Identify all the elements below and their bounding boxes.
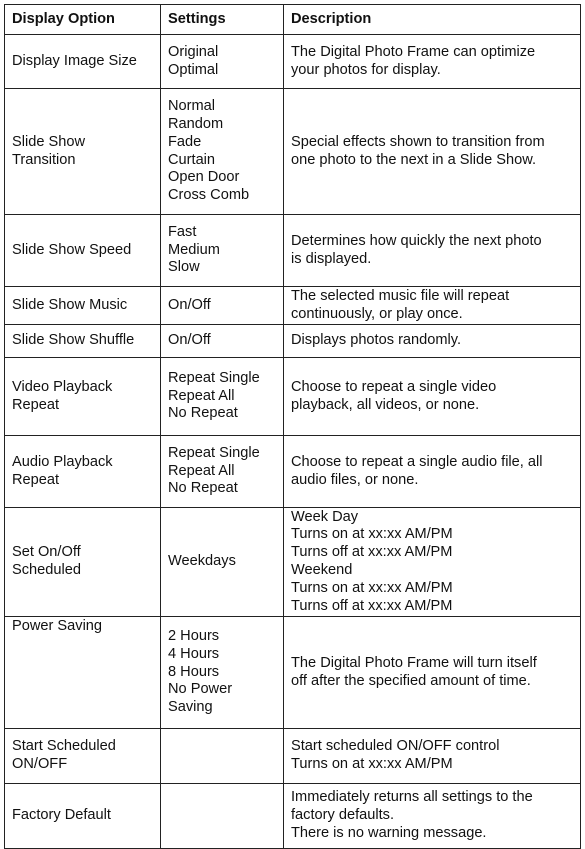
settings-values: On/Off xyxy=(168,332,211,349)
table-row xyxy=(5,287,581,325)
settings-values: Original Optimal xyxy=(168,43,219,78)
display-options-table xyxy=(4,4,581,849)
description-text: Start scheduled ON/OFF control Turns on at xx:xx AM/PM xyxy=(291,738,500,772)
option-label: Start Scheduled ON/OFF xyxy=(12,738,116,772)
description-text: Special effects shown to transition from one photo to the next in a Slide Show. xyxy=(291,133,545,168)
option-label: Audio Playback Repeat xyxy=(12,453,113,488)
description-text: Choose to repeat a single audio file, all audio files, or none. xyxy=(291,453,543,488)
description-text: Determines how quickly the next photo is displayed. xyxy=(291,232,542,267)
option-label: Display Image Size xyxy=(12,52,137,69)
description-cell xyxy=(284,617,581,729)
settings-values: Repeat Single Repeat All No Repeat xyxy=(168,369,260,422)
table-row xyxy=(5,358,581,436)
settings-values: On/Off xyxy=(168,296,211,313)
description-cell xyxy=(284,436,581,508)
option-cell xyxy=(5,729,161,784)
option-label: Set On/Off Scheduled xyxy=(12,544,81,578)
table-row xyxy=(5,617,581,729)
option-cell xyxy=(5,358,161,436)
table-row xyxy=(5,508,581,617)
option-label: Power Saving xyxy=(12,618,103,634)
description-text: The Digital Photo Frame will turn itself off after the specified amount of time. xyxy=(291,654,537,689)
table-body xyxy=(5,35,581,849)
description-text: Immediately returns all settings to the factory defaults. There is no warning message. xyxy=(291,789,533,841)
settings-values: Normal Random Fade Curtain Open Door Cross Comb xyxy=(168,98,250,204)
option-cell xyxy=(5,508,161,617)
option-label: Slide Show Shuffle xyxy=(12,332,135,349)
settings-cell xyxy=(161,89,284,215)
settings-cell xyxy=(161,617,284,729)
table-row xyxy=(5,215,581,287)
header-description: Description xyxy=(284,5,581,35)
table-row xyxy=(5,35,581,89)
description-text: The Digital Photo Frame can optimize your photos for display. xyxy=(291,43,536,78)
settings-values: 2 Hours 4 Hours 8 Hours No Power Saving xyxy=(168,628,233,716)
description-text: The selected music file will repeat continuously, or play once. xyxy=(291,287,510,322)
settings-cell xyxy=(161,287,284,325)
header-settings: Settings xyxy=(161,5,284,35)
description-cell xyxy=(284,35,581,89)
option-cell xyxy=(5,784,161,849)
option-cell xyxy=(5,287,161,325)
option-label: Slide Show Music xyxy=(12,296,128,313)
option-label: Slide Show Speed xyxy=(12,241,132,258)
option-cell xyxy=(5,215,161,287)
settings-cell xyxy=(161,784,284,849)
option-label: Video Playback Repeat xyxy=(12,378,113,413)
description-cell xyxy=(284,215,581,287)
settings-cell xyxy=(161,325,284,358)
table-row xyxy=(5,729,581,784)
option-cell xyxy=(5,325,161,358)
table-row xyxy=(5,325,581,358)
option-cell xyxy=(5,35,161,89)
settings-cell xyxy=(161,358,284,436)
description-cell xyxy=(284,287,581,325)
description-text: Displays photos randomly. xyxy=(291,332,462,349)
settings-values: Repeat Single Repeat All No Repeat xyxy=(168,444,260,497)
table-header xyxy=(5,5,581,35)
settings-cell xyxy=(161,215,284,287)
option-cell xyxy=(5,617,161,729)
description-text: Week Day Turns on at xx:xx AM/PM Turns off at xx:xx AM/PM Weekend Turns on at xx:xx AM/PM Turns off at xx:xx AM/PM xyxy=(291,508,453,614)
description-cell xyxy=(284,358,581,436)
table-row xyxy=(5,436,581,508)
settings-cell xyxy=(161,729,284,784)
option-cell xyxy=(5,436,161,508)
description-cell xyxy=(284,325,581,358)
settings-cell xyxy=(161,436,284,508)
table-row xyxy=(5,784,581,849)
description-cell xyxy=(284,508,581,617)
settings-cell xyxy=(161,508,284,617)
description-cell xyxy=(284,89,581,215)
settings-cell xyxy=(161,35,284,89)
option-label: Slide Show Transition xyxy=(12,133,86,168)
description-cell xyxy=(284,784,581,849)
header-display-option: Display Option xyxy=(5,5,161,35)
option-cell xyxy=(5,89,161,215)
settings-values: Weekdays xyxy=(168,553,236,570)
option-label: Factory Default xyxy=(12,807,111,824)
description-cell xyxy=(284,729,581,784)
description-text: Choose to repeat a single video playback, all videos, or none. xyxy=(291,378,497,413)
header-row xyxy=(5,5,581,35)
table-row xyxy=(5,89,581,215)
settings-values: Fast Medium Slow xyxy=(168,223,220,276)
